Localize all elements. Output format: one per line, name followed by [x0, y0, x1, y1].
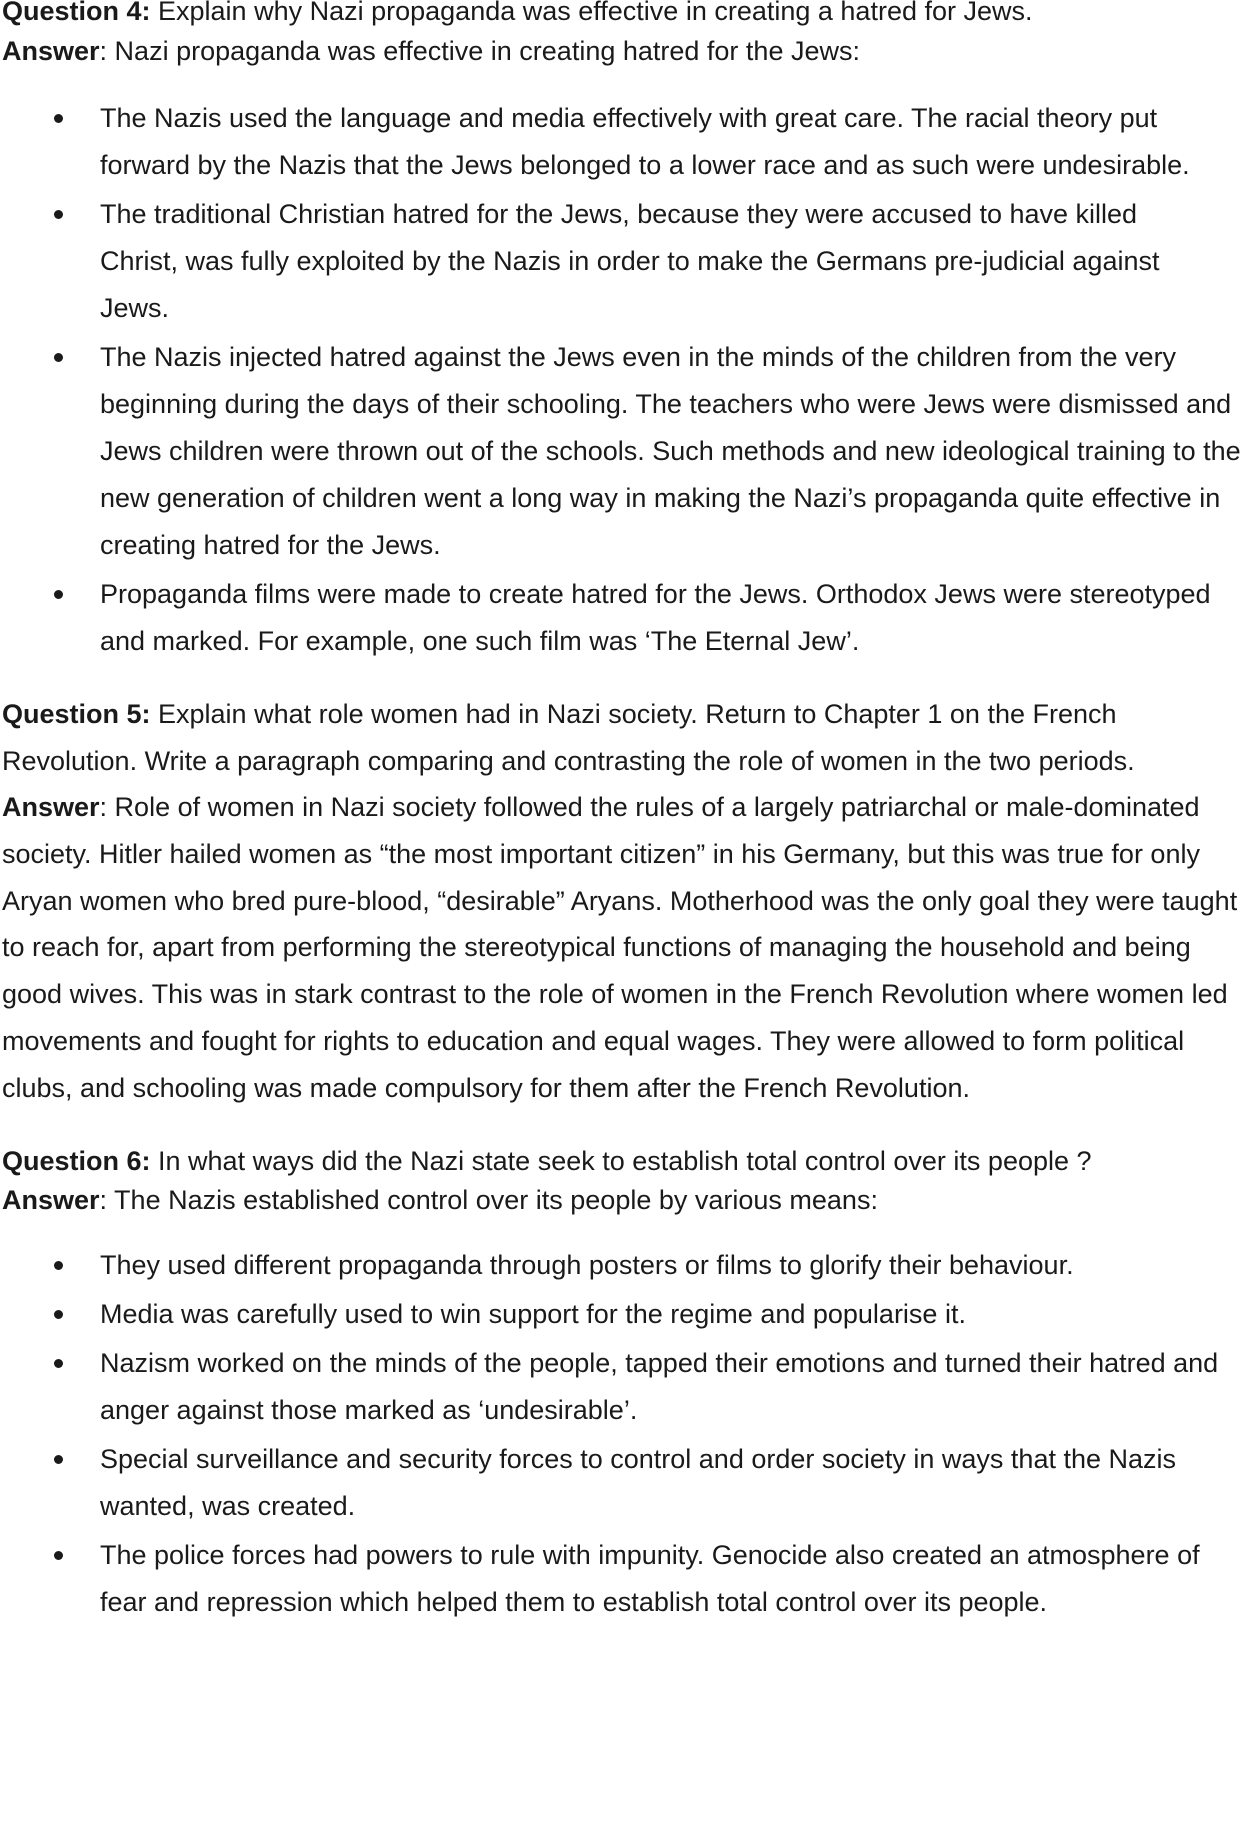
question-4-text: Explain why Nazi propaganda was effective in creating a hatred for Jews.: [150, 0, 1033, 26]
list-item-text: Media was carefully used to win support for the regime and popularise it.: [100, 1298, 966, 1329]
list-item-text: They used different propaganda through posters or films to glorify their behaviour.: [100, 1249, 1074, 1280]
bullet-icon: [54, 210, 63, 219]
question-6-block: [2, 1138, 1251, 1626]
list-item: [2, 1291, 1251, 1338]
question-5-block: [2, 691, 1251, 1112]
bullet-icon: [54, 1310, 63, 1319]
question-4-block: [2, 0, 1251, 665]
question-5: [2, 691, 1251, 784]
question-5-label: Question 5:: [2, 699, 151, 729]
list-item-text: The Nazis used the language and media effectively with great care. The racial theory put forward by the Nazis that the Jews belonged to a lower race and as such were undesirable.: [100, 103, 1190, 180]
bullet-icon: [54, 114, 63, 123]
answer-5: [2, 784, 1251, 1112]
bullet-icon: [54, 353, 63, 362]
bullet-icon: [54, 590, 63, 599]
answer-6-label: Answer: [2, 1185, 100, 1216]
question-6-text: In what ways did the Nazi state seek to establish total control over its people ?: [150, 1145, 1092, 1176]
bullet-icon: [54, 1261, 63, 1270]
answer-4-text: : Nazi propaganda was effective in creating hatred for the Jews:: [99, 35, 860, 66]
list-item: [2, 1340, 1251, 1434]
bullet-icon: [54, 1455, 63, 1464]
list-item-text: Propaganda films were made to create hatred for the Jews. Orthodox Jews were stereotyped and marked. For example, one such film was ‘The Eternal Jew’.: [100, 579, 1211, 656]
answer-6-text: : The Nazis established control over its people by various means:: [99, 1185, 878, 1216]
list-item: [2, 95, 1251, 189]
answer-6-list: [2, 1242, 1251, 1626]
answer-6: [2, 1177, 1251, 1224]
list-item: [2, 191, 1251, 332]
answer-5-text: : Role of women in Nazi society followed the rules of a largely patriarchal or male-dominated society. Hitler hailed women as “the most important citizen” in his Germany, but this was true for only Aryan women who bred pure-blood, “desirable” Aryans. Motherhood was the only goal they were taught to reach for, apart from performing the stereotypical functions of managing the household and being good wives. This was in stark contrast to the role of women in the French Revolution where women led movements and fought for rights to education and equal wages. They were allowed to form political clubs, and schooling was made compulsory for them after the French Revolution.: [2, 792, 1238, 1103]
list-item-text: The police forces had powers to rule with impunity. Genocide also created an atmosphere of fear and repression which helped them to establish total control over its people.: [100, 1539, 1200, 1617]
list-item: [2, 1436, 1251, 1530]
list-item-text: Nazism worked on the minds of the people, tapped their emotions and turned their hatred and anger against those marked as ‘undesirable’.: [100, 1347, 1219, 1425]
answer-4: [2, 28, 1251, 75]
bullet-icon: [54, 1551, 63, 1560]
question-5-text: Explain what role women had in Nazi society. Return to Chapter 1 on the French Revolution. Write a paragraph comparing and contrasting the role of women in the two periods.: [2, 699, 1135, 776]
list-item: [2, 1242, 1251, 1289]
list-item: [2, 334, 1251, 569]
answer-4-label: Answer: [2, 35, 100, 66]
answer-4-list: [2, 95, 1251, 665]
list-item-text: Special surveillance and security forces to control and order society in ways that the Nazis wanted, was created.: [100, 1443, 1177, 1521]
list-item-text: The Nazis injected hatred against the Jews even in the minds of the children from the very beginning during the days of their schooling. The teachers who were Jews were dismissed and Jews children were thrown out of the schools. Such methods and new ideological training to the new generation of children went a long way in making the Nazi’s propaganda quite effective in creating hatred for the Jews.: [100, 342, 1241, 560]
bullet-icon: [54, 1359, 63, 1368]
list-item: [2, 1532, 1251, 1626]
question-6-label: Question 6:: [2, 1145, 151, 1176]
list-item-text: The traditional Christian hatred for the Jews, because they were accused to have killed Christ, was fully exploited by the Nazis in order to make the Germans pre-judicial against Jews.: [100, 199, 1160, 323]
list-item: [2, 571, 1251, 665]
question-4-label: Question 4:: [2, 0, 151, 26]
answer-5-label: Answer: [2, 792, 100, 822]
